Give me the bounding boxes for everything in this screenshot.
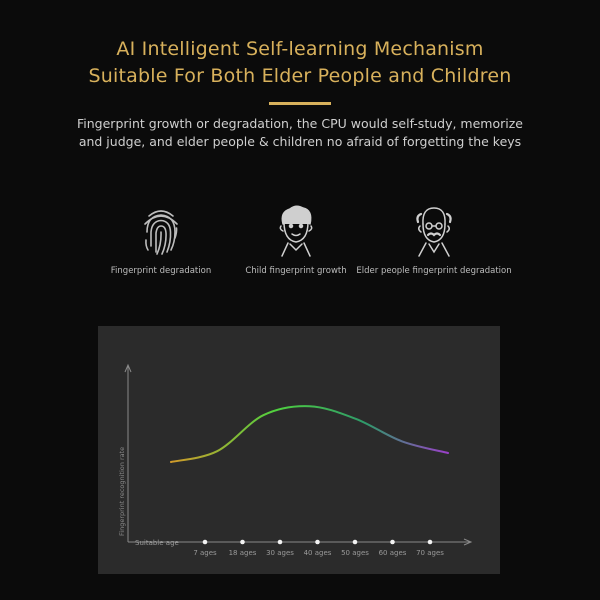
chart-panel: [98, 326, 500, 574]
series-line: [171, 406, 448, 462]
x-tick-dot: [353, 540, 358, 545]
x-tick-dot: [203, 540, 208, 545]
fingerprint-icon: [131, 202, 191, 258]
feature-label: Elder people fingerprint degradation: [356, 266, 512, 276]
feature-label: Fingerprint degradation: [110, 266, 212, 276]
x-tick-label: 7 ages: [193, 549, 217, 557]
title-line-1: AI Intelligent Self-learning Mechanism: [116, 38, 484, 60]
x-tick-dot: [428, 540, 433, 545]
subtitle-line-2: and judge, and elder people & children no afraid of forgetting the keys: [78, 134, 522, 149]
chart-axes: [125, 365, 471, 545]
x-tick-dot: [278, 540, 283, 545]
x-tick-label: 50 ages: [341, 549, 369, 557]
x-tick-dot: [315, 540, 320, 545]
x-tick-dot: [240, 540, 245, 545]
recognition-chart: [98, 326, 500, 574]
child-face-icon: [266, 202, 326, 258]
x-tick-label: 70 ages: [416, 549, 444, 557]
x-tick-label: 40 ages: [303, 549, 332, 557]
title-line-2: Suitable For Both Elder People and Children: [88, 65, 512, 87]
x-tick-label: 18 ages: [228, 549, 257, 557]
title-divider: [269, 102, 331, 105]
feature-elder: [334, 202, 534, 276]
x-tick-label: 60 ages: [378, 549, 407, 557]
x-axis-label: Suitable age: [135, 539, 179, 547]
page-subtitle: [0, 115, 600, 151]
page-title: [0, 36, 600, 90]
x-tick-dot: [390, 540, 395, 545]
elder-face-icon: [404, 202, 464, 258]
y-axis-label: Fingerprint recognition rate: [118, 446, 126, 536]
subtitle-line-1: Fingerprint growth or degradation, the CPU would self-study, memorize: [77, 116, 523, 131]
x-tick-label: 30 ages: [266, 549, 294, 557]
feature-label: Child fingerprint growth: [245, 266, 347, 276]
